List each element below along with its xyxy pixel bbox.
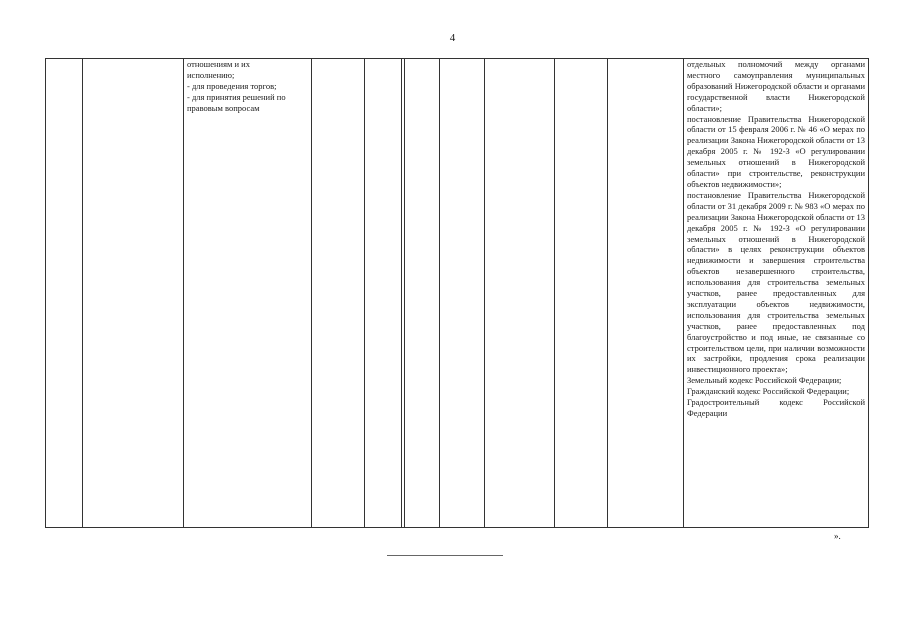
- cell-9: [485, 59, 555, 528]
- cell-8: [440, 59, 485, 528]
- cell-3-line: - для принятия решений по: [187, 91, 286, 102]
- cell-3-line: - для проведения торгов;: [187, 80, 277, 91]
- cell-11: [608, 59, 684, 528]
- cell-2: [83, 59, 184, 528]
- cell-3-line: отношениям и их: [187, 59, 250, 69]
- legal-paragraph: Градостроительный кодекс Российской Федерации: [687, 397, 865, 418]
- regulation-table: [45, 58, 869, 528]
- cell-3: [184, 59, 312, 528]
- legal-paragraph: Гражданский кодекс Российской Федерации;: [687, 386, 850, 397]
- cell-4: [312, 59, 365, 528]
- cell-5: [365, 59, 402, 528]
- legal-paragraph: Земельный кодекс Российской Федерации;: [687, 375, 842, 386]
- legal-paragraph: отдельных полномочий между органами местного самоуправления муниципальных образований Нижегородской области и органами государственной власти Нижегородской области»;: [687, 59, 865, 113]
- cell-3-line: исполнению;: [187, 69, 235, 80]
- cell-1: [46, 59, 83, 528]
- legal-paragraph: постановление Правительства Нижегородской области от 31 декабря 2009 г. № 983 «О мерах по реализации Закона Нижегородской области от 13 декабря 2005 г. № 192-З «О регулировании земельных отношений в Нижегородской области» в целях реконструкции объектов недвижимости и завершения строительства объектов незавершенного строительства, использования для строительства земельных участков, ранее предоставленных для эксплуатации объектов недвижимости, использования для строительства земельных участков, ранее предоставленных под благоустройство и под иные, не связанные со строительством цели, при наличии возможности их застройки, продления срока реализации инвестиционного проекта»;: [687, 189, 865, 375]
- closing-quote-mark: ».: [834, 531, 841, 541]
- cell-3-line: правовым вопросам: [187, 102, 260, 113]
- cell-10: [555, 59, 608, 528]
- separator-line: [387, 555, 503, 556]
- page-number: 4: [449, 32, 456, 44]
- legal-paragraph: постановление Правительства Нижегородской области от 15 февраля 2006 г. № 46 «О мерах по реализации Закона Нижегородской области от 13 декабря 2005 г. № 192-З «О регулировании земельных отношений в Нижегородской области» при строительстве, реконструкции объектов недвижимости»;: [687, 113, 865, 189]
- cell-12-legal-basis: [684, 59, 869, 528]
- cell-7: [405, 59, 440, 528]
